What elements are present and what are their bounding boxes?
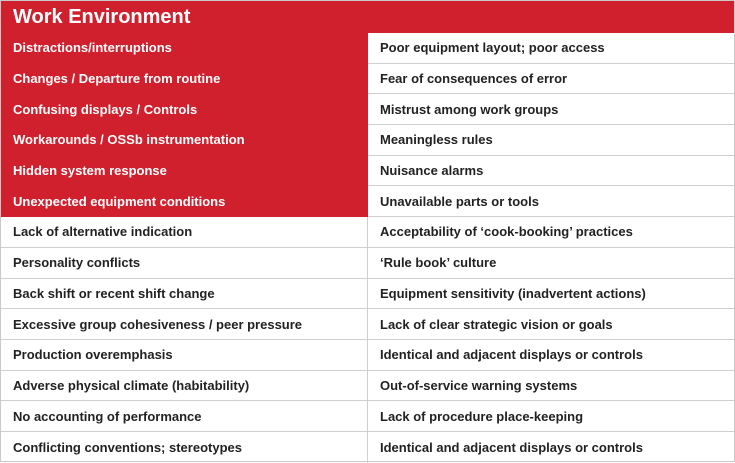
table-cell-right: Lack of clear strategic vision or goals (368, 309, 734, 340)
table-cell-right: Poor equipment layout; poor access (368, 33, 734, 64)
table-cell-left: Confusing displays / Controls (1, 94, 368, 125)
table-cell-right: Nuisance alarms (368, 156, 734, 187)
table-cell-right: Equipment sensitivity (inadvertent actions) (368, 279, 734, 310)
table-cell-left: No accounting of performance (1, 401, 368, 432)
table-cell-right: Identical and adjacent displays or controls (380, 439, 643, 455)
table-cell-right: Acceptability of ‘cook-booking’ practices (368, 217, 734, 248)
table-cell-right: Meaningless rules (368, 125, 734, 156)
table-cell-left: Distractions/interruptions (1, 33, 368, 64)
table-cell-left: Changes / Departure from routine (1, 64, 368, 95)
table-title: Work Environment (1, 1, 734, 33)
table-cell-left: Excessive group cohesiveness / peer pressure (1, 309, 368, 340)
table-cell-left: Hidden system response (1, 156, 368, 187)
table-cell-left: Production overemphasis (1, 340, 368, 371)
table-cell-right: Out-of-service warning systems (368, 371, 734, 402)
table-cell-left: Back shift or recent shift change (1, 279, 368, 310)
table-cell-right: ‘Rule book’ culture (368, 248, 734, 279)
table-cell-right: Lack of procedure place-keeping (368, 401, 734, 432)
table-cell-right: Mistrust among work groups (368, 94, 734, 125)
table-cell-right: Unavailable parts or tools (368, 186, 734, 217)
table-cell-right: Fear of consequences of error (368, 64, 734, 95)
table-cell-left: Lack of alternative indication (1, 217, 368, 248)
table-cell-right: Identical and adjacent displays or controls (368, 340, 734, 371)
table-cell-left: Workarounds / OSSb instrumentation (1, 125, 368, 156)
table-cell-left: Unexpected equipment conditions (1, 186, 368, 217)
table-cell-left: Adverse physical climate (habitability) (1, 371, 368, 402)
table-grid (1, 33, 734, 463)
table-cell-left: Personality conflicts (1, 248, 368, 279)
table-cell-left: Conflicting conventions; stereotypes (1, 432, 368, 463)
